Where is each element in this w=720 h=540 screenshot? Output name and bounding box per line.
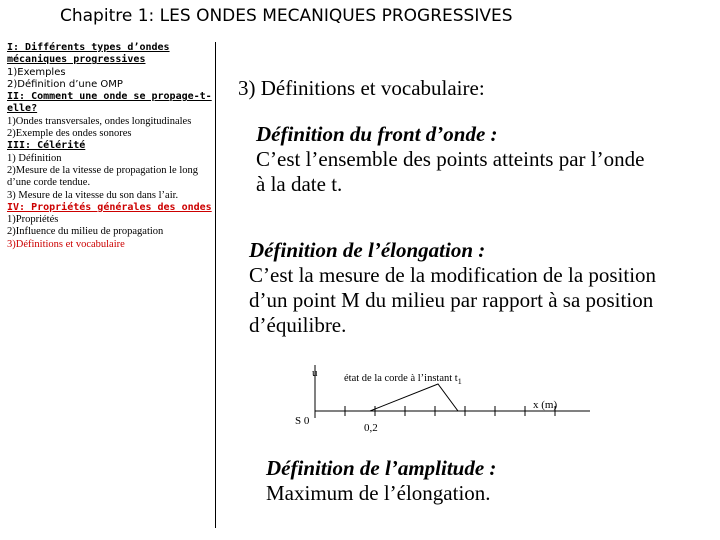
u-axis-label: u (312, 367, 318, 379)
section-4-item[interactable]: 2)Influence du milieu de propagation (7, 226, 164, 238)
section-1-heading[interactable]: I: Différents types d’ondes mécaniques progressives (7, 42, 170, 66)
definition-term: Définition du front d’onde : (256, 122, 498, 146)
vertical-divider (215, 42, 216, 528)
section-2-item[interactable]: 1)Ondes transversales, ondes longitudinales (7, 115, 192, 127)
section-1-item[interactable]: 1)Exemples (7, 66, 66, 78)
section-1-item[interactable]: 2)Définition d’une OMP (7, 78, 123, 90)
section-4-item-current[interactable]: 3)Définitions et vocabulaire (7, 238, 125, 250)
definition-text: C’est la mesure de la modification de la position d’un point M du milieu par rapport à sa position d’équilibre. (249, 263, 657, 337)
definition-text: C’est l’ensemble des points atteints par l’onde à la date t. (256, 147, 645, 196)
definition-elongation (249, 238, 659, 338)
origin-label: S 0 (295, 415, 310, 427)
section-3-item[interactable]: 3) Mesure de la vitesse du son dans l’air. (7, 189, 179, 201)
tick-label: 0,2 (364, 422, 378, 434)
section-2-item[interactable]: 2)Exemple des ondes sonores (7, 128, 132, 140)
sidebar-outline (7, 42, 212, 251)
section-3-heading[interactable]: III: Célérité (7, 140, 86, 152)
x-axis-label: x (m) (533, 399, 558, 411)
definition-term: Définition de l’amplitude : (266, 456, 497, 480)
section-heading: 3) Définitions et vocabulaire: (238, 76, 485, 100)
section-2-heading[interactable]: II: Comment une onde se propage-t-elle? (7, 91, 212, 115)
definition-front (256, 122, 646, 197)
section-3-item[interactable]: 2)Mesure de la vitesse de propagation le long d’une corde tendue. (7, 164, 198, 189)
definition-text: Maximum de l’élongation. (266, 481, 491, 505)
rope-diagram (290, 360, 610, 440)
definition-term: Définition de l’élongation : (249, 238, 486, 262)
figure-caption (344, 373, 462, 386)
definition-amplitude (266, 456, 666, 506)
section-3-item[interactable]: 1) Définition (7, 152, 62, 164)
caption-subscript: 1 (457, 377, 462, 386)
chapter-title: Chapitre 1: LES ONDES MECANIQUES PROGRESSIVES (60, 6, 513, 26)
caption-text: état de la corde à l’instant t (344, 373, 458, 384)
section-4-item[interactable]: 1)Propriétés (7, 214, 59, 226)
section-4-heading[interactable]: IV: Propriétés générales des ondes (7, 201, 212, 213)
